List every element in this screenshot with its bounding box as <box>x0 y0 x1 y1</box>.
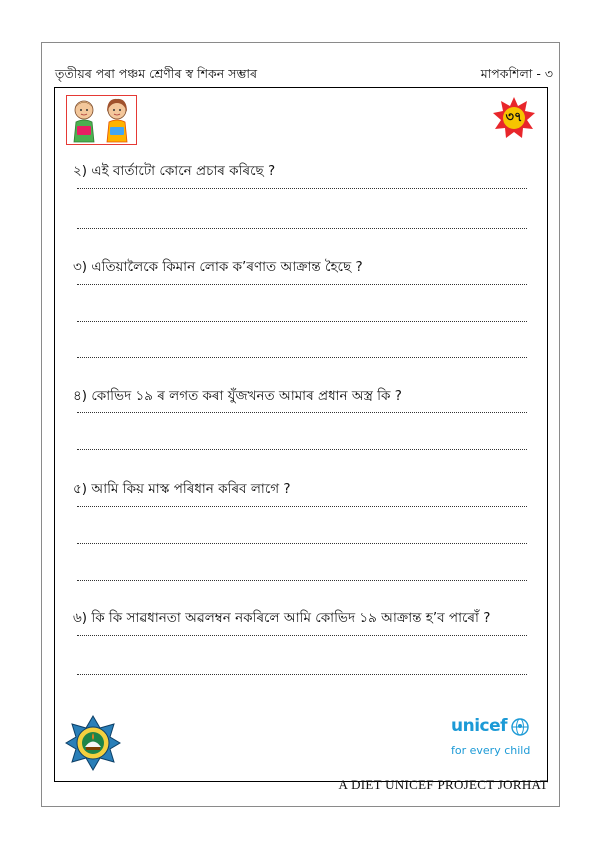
answer-line <box>77 321 527 322</box>
worksheet-number: মাপকশিলা - ৩ <box>480 66 553 81</box>
badge-number: ৩৭ <box>505 110 523 125</box>
diet-emblem-icon <box>64 714 122 772</box>
question-4: ৪) কোভিদ ১৯ ৰ লগত কৰা যুঁজখনত আমাৰ প্ৰধান অস্ত্ৰ কি ? <box>73 388 402 404</box>
unicef-globe-icon <box>511 718 529 736</box>
children-reading-icon <box>67 96 136 144</box>
answer-line <box>77 357 527 358</box>
answer-line <box>77 412 527 413</box>
question-2: ২) এই বাৰ্তাটো কোনে প্ৰচাৰ কৰিছে ? <box>73 163 276 179</box>
answer-line <box>77 449 527 450</box>
unicef-logo <box>451 714 535 766</box>
worksheet-frame <box>54 87 548 782</box>
question-3: ৩) এতিয়ালৈকে কিমান লোক ক’ৰণাত আক্ৰান্ত হৈছে ? <box>73 259 363 275</box>
answer-line <box>77 506 527 507</box>
question-5: ৫) আমি কিয় মাস্ক পৰিধান কৰিব লাগে ? <box>73 481 291 497</box>
unicef-wordmark: unicef <box>451 716 508 736</box>
answer-line <box>77 543 527 544</box>
question-6: ৬) কি কি সাৱধানতা অৱলম্বন নকৰিলে আমি কোভিদ ১৯ আক্ৰান্ত হ’ব পাৰোঁ ? <box>73 610 491 626</box>
unicef-tagline: for every child <box>451 744 531 757</box>
answer-line <box>77 188 527 189</box>
answer-line <box>77 674 527 675</box>
answer-line <box>77 580 527 581</box>
header-title: তৃতীয়ৰ পৰা পঞ্চম শ্ৰেণীৰ স্ব শিকন সম্ভাৰ <box>55 66 257 81</box>
children-illustration <box>66 95 137 145</box>
footer-credit: A DIET UNICEF PROJECT JORHAT <box>338 777 548 792</box>
answer-line <box>77 635 527 636</box>
answer-line <box>77 284 527 285</box>
answer-line <box>77 228 527 229</box>
